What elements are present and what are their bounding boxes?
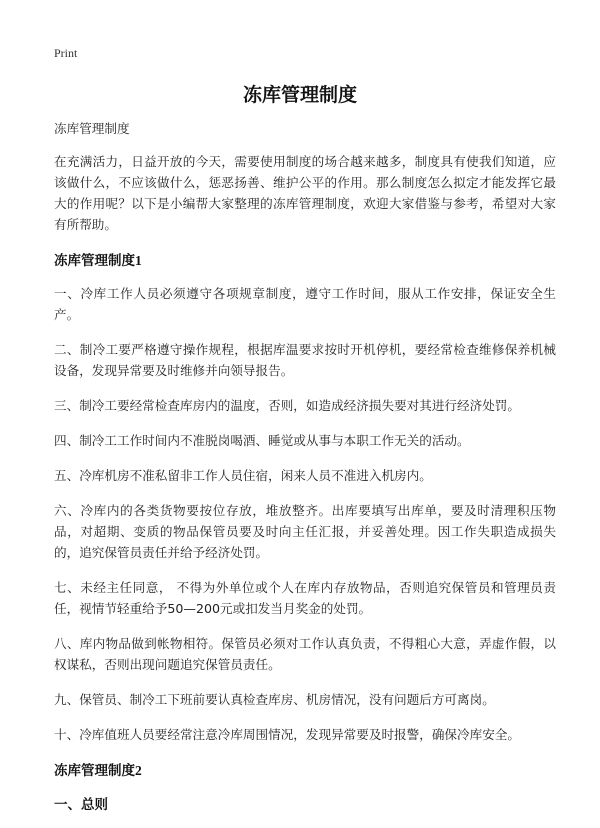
rule-item: 七、未经主任同意， 不得为外单位或个人在库内存放物品，否则追究保管员和管理员责任，视情节轻重给予50—200元或扣发当月奖金的处罚。	[54, 580, 556, 616]
page-title: 冻库管理制度	[242, 84, 357, 106]
rule-item: 八、库内物品做到帐物相符。保管员必须对工作认真负责，不得粗心大意，弄虚作假，以权谋私，否则出现问题追究保管员责任。	[54, 636, 556, 672]
rule-item: 十、冷库值班人员要经常注意冷库周围情况，发现异常要及时报警，确保冷库安全。	[54, 727, 520, 742]
rule-item: 六、冷库内的各类货物要按位存放，堆放整齐。出库要填写出库单，要及时清理积压物品，对超期、变质的物品保管员要及时向主任汇报，并妥善处理。因工作失职造成损失的，追究保管员责任并给予经济处罚。	[54, 503, 556, 560]
intro-paragraph: 在充满活力，日益开放的今天，需要使用制度的场合越来越多，制度具有使我们知道，应该做什么，不应该做什么，惩恶扬善、维护公平的作用。那么制度怎么拟定才能发挥它最大的作用呢？以下是小编帮大家整理的冻库管理制度，欢迎大家借鉴与参考，希望对大家有所帮助。	[54, 154, 556, 232]
rule-item: 四、制冷工工作时间内不准脱岗喝酒、睡觉或从事与本职工作无关的活动。	[54, 433, 470, 448]
rule-item: 一、冷库工作人员必须遵守各项规章制度，遵守工作时间，服从工作安排，保证安全生产。	[54, 286, 556, 322]
rule-item: 三、制冷工要经常检查库房内的温度，否则，如造成经济损失要对其进行经济处罚。	[54, 398, 520, 413]
section-heading-2: 冻库管理制度2	[54, 763, 142, 778]
intro-subtitle: 冻库管理制度	[54, 121, 130, 136]
rule-item: 五、冷库机房不准私留非工作人员住宿，闲来人员不准进入机房内。	[54, 468, 432, 483]
rule-item: 九、保管员、制冷工下班前要认真检查库房、机房情况，没有问题后方可离岗。	[54, 692, 495, 707]
section-subheading: 一、总则	[54, 797, 108, 812]
document-body	[54, 118, 556, 827]
section-heading-1: 冻库管理制度1	[54, 253, 142, 268]
print-link[interactable]: Print	[54, 46, 78, 60]
rule-item: 二、制冷工要严格遵守操作规程，根据库温要求按时开机停机，要经常检查维修保养机械设备，发现异常要及时维修并向领导报告。	[54, 342, 556, 378]
